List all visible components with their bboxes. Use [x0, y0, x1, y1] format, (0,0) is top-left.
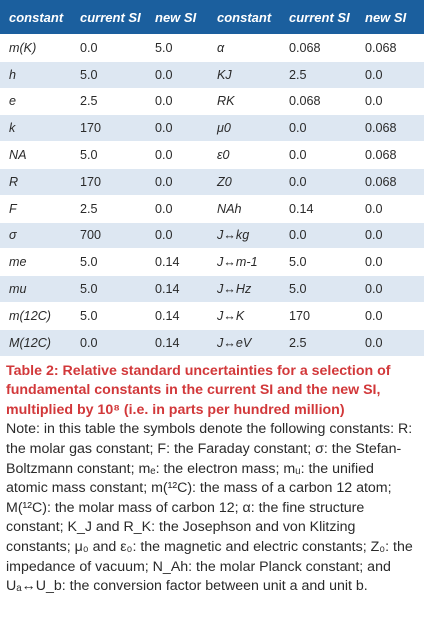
- table-row: [0, 222, 424, 249]
- value-cell: 5.0: [146, 35, 208, 62]
- value-cell: 0.068: [280, 88, 356, 115]
- value-cell: 0.14: [146, 249, 208, 276]
- value-cell: 0.0: [356, 195, 424, 222]
- constant-cell: NAh: [208, 195, 280, 222]
- table-header-row: [0, 0, 424, 35]
- value-cell: 0.068: [356, 168, 424, 195]
- constant-cell: NA: [0, 142, 71, 169]
- value-cell: 2.5: [280, 61, 356, 88]
- constant-cell: μ0: [208, 115, 280, 142]
- value-cell: 0.0: [146, 222, 208, 249]
- table-body: [0, 35, 424, 356]
- constant-cell: h: [0, 61, 71, 88]
- value-cell: 0.14: [146, 276, 208, 303]
- table-row: [0, 61, 424, 88]
- table-row: [0, 142, 424, 169]
- constant-cell: J↔m-1: [208, 249, 280, 276]
- constant-cell: RK: [208, 88, 280, 115]
- constant-cell: KJ: [208, 61, 280, 88]
- caption-note: Note: in this table the symbols denote the following constants: R: the molar gas constant; F: the Faraday constant; σ: the Stefan-Boltzmann constant; mₑ: the electron mass; mᵤ: the unified atomic mass constant; m(¹²C): the mass of a carbon 12 atom; M(¹²C): the molar mass of carbon 12; α: the fine structure constant; K_J and R_K: the Josephson and von Klitzing constants; μ₀ and ε₀: the magnetic and electric constants; Z₀: the impedance of vacuum; N_Ah: the molar Planck constant; and Uₐ↔U_b: the conversion factor between unit a and unit b.: [6, 421, 413, 595]
- value-cell: 5.0: [280, 249, 356, 276]
- table-row: [0, 35, 424, 62]
- table-row: [0, 329, 424, 355]
- constant-cell: m(K): [0, 35, 71, 62]
- value-cell: 0.0: [71, 35, 146, 62]
- constant-cell: e: [0, 88, 71, 115]
- column-header: current SI: [280, 0, 356, 35]
- value-cell: 0.14: [146, 302, 208, 329]
- value-cell: 0.068: [356, 142, 424, 169]
- value-cell: 170: [71, 115, 146, 142]
- value-cell: 0.0: [280, 115, 356, 142]
- value-cell: 5.0: [280, 276, 356, 303]
- constant-cell: F: [0, 195, 71, 222]
- value-cell: 700: [71, 222, 146, 249]
- table-row: [0, 88, 424, 115]
- value-cell: 0.0: [280, 142, 356, 169]
- value-cell: 0.0: [356, 222, 424, 249]
- constant-cell: me: [0, 249, 71, 276]
- constant-cell: J↔K: [208, 302, 280, 329]
- value-cell: 0.0: [146, 168, 208, 195]
- value-cell: 170: [71, 168, 146, 195]
- value-cell: 0.0: [71, 329, 146, 355]
- table-row: [0, 276, 424, 303]
- value-cell: 0.068: [280, 35, 356, 62]
- value-cell: 2.5: [71, 195, 146, 222]
- value-cell: 0.0: [146, 115, 208, 142]
- value-cell: 0.068: [356, 115, 424, 142]
- column-header: new SI: [146, 0, 208, 35]
- value-cell: 0.0: [356, 88, 424, 115]
- column-header: new SI: [356, 0, 424, 35]
- value-cell: 170: [280, 302, 356, 329]
- value-cell: 5.0: [71, 249, 146, 276]
- column-header: constant: [0, 0, 71, 35]
- constant-cell: R: [0, 168, 71, 195]
- constant-cell: Z0: [208, 168, 280, 195]
- value-cell: 0.0: [356, 276, 424, 303]
- constant-cell: m(12C): [0, 302, 71, 329]
- constant-cell: ε0: [208, 142, 280, 169]
- constant-cell: σ: [0, 222, 71, 249]
- constant-cell: M(12C): [0, 329, 71, 355]
- value-cell: 2.5: [71, 88, 146, 115]
- table-row: [0, 168, 424, 195]
- caption-title: Table 2: Relative standard uncertainties for a selection of fundamental constants in the current SI and the new SI, multiplied by 10⁸ (i.e. in parts per hundred million): [6, 362, 391, 418]
- table-row: [0, 249, 424, 276]
- constant-cell: J↔kg: [208, 222, 280, 249]
- value-cell: 0.0: [356, 302, 424, 329]
- value-cell: 0.0: [356, 249, 424, 276]
- table-row: [0, 302, 424, 329]
- value-cell: 0.068: [356, 35, 424, 62]
- value-cell: 0.14: [280, 195, 356, 222]
- column-header: constant: [208, 0, 280, 35]
- constant-cell: J↔eV: [208, 329, 280, 355]
- constant-cell: α: [208, 35, 280, 62]
- value-cell: 0.0: [146, 142, 208, 169]
- value-cell: 0.0: [356, 61, 424, 88]
- value-cell: 0.0: [280, 168, 356, 195]
- value-cell: 0.0: [146, 195, 208, 222]
- table-row: [0, 115, 424, 142]
- value-cell: 0.0: [280, 222, 356, 249]
- value-cell: 5.0: [71, 142, 146, 169]
- table-row: [0, 195, 424, 222]
- value-cell: 5.0: [71, 302, 146, 329]
- constant-cell: J↔Hz: [208, 276, 280, 303]
- value-cell: 0.0: [356, 329, 424, 355]
- value-cell: 5.0: [71, 61, 146, 88]
- value-cell: 2.5: [280, 329, 356, 355]
- value-cell: 0.0: [146, 61, 208, 88]
- value-cell: 5.0: [71, 276, 146, 303]
- value-cell: 0.0: [146, 88, 208, 115]
- table-caption: [0, 356, 424, 597]
- column-header: current SI: [71, 0, 146, 35]
- value-cell: 0.14: [146, 329, 208, 355]
- constant-cell: k: [0, 115, 71, 142]
- constant-cell: mu: [0, 276, 71, 303]
